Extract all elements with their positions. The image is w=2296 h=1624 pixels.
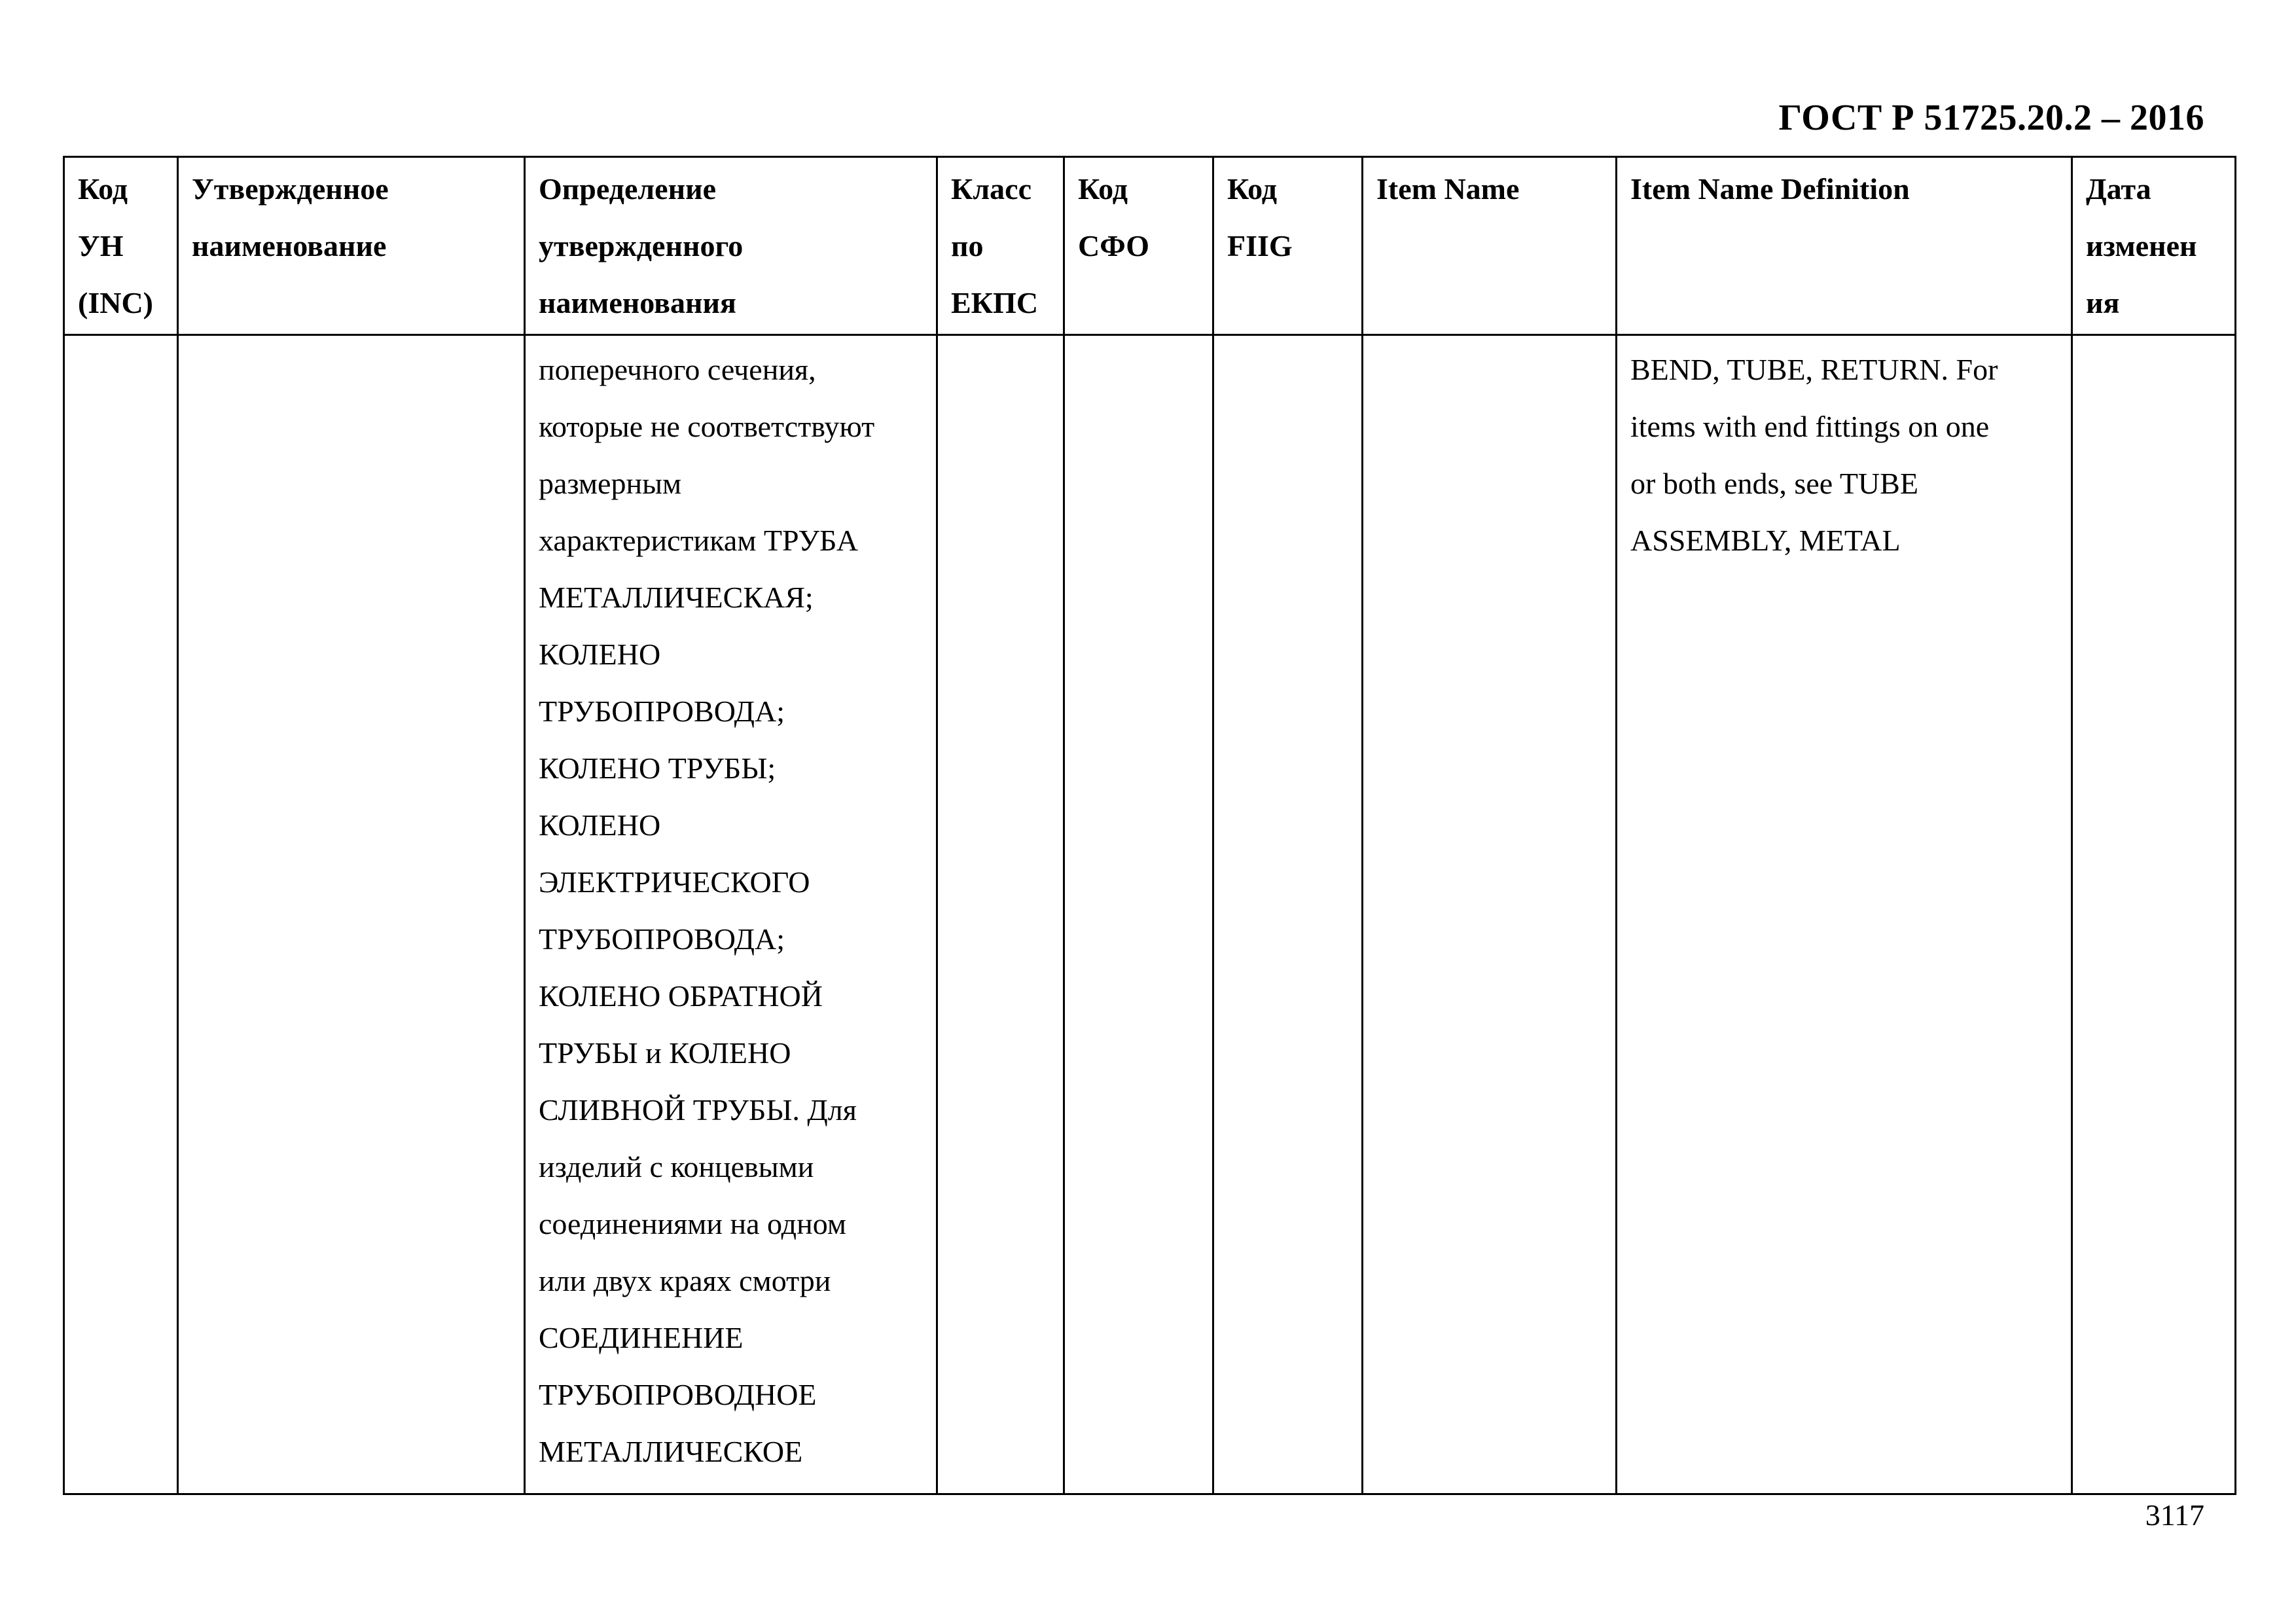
cell-fiig-code: [1213, 335, 1363, 1494]
table-header-row: [64, 157, 2236, 335]
cell-item-name-definition: BEND, TUBE, RETURN. For items with end fittings on one or both ends, see TUBE ASSEMBLY, METAL: [1617, 335, 2072, 1494]
registry-table: [63, 156, 2236, 1495]
table-row: [64, 335, 2236, 1494]
page-number: 3117: [2145, 1498, 2204, 1532]
column-header-approved-name: Утвержденное наименование: [178, 157, 525, 335]
cell-change-date: [2072, 335, 2236, 1494]
cell-definition: поперечного сечения, которые не соответствуют размерным характеристикам ТРУБА МЕТАЛЛИЧЕСКАЯ; КОЛЕНО ТРУБОПРОВОДА; КОЛЕНО ТРУБЫ; КОЛЕНО ЭЛЕКТРИЧЕСКОГО ТРУБОПРОВОДА; КОЛЕНО ОБРАТНОЙ ТРУБЫ и КОЛЕНО СЛИВНОЙ ТРУБЫ. Для изделий с концевыми соединениями на одном или двух краях смотри СОЕДИНЕНИЕ ТРУБОПРОВОДНОЕ МЕТАЛЛИЧЕСКОЕ: [525, 335, 937, 1494]
column-header-item-name: Item Name: [1363, 157, 1617, 335]
column-header-definition: Определение утвержденного наименования: [525, 157, 937, 335]
cell-inc: [64, 335, 178, 1494]
column-header-change-date: Дата изменен ия: [2072, 157, 2236, 335]
cell-sfo-code: [1064, 335, 1213, 1494]
column-header-ekps-class: Класс по ЕКПС: [937, 157, 1064, 335]
cell-item-name: [1363, 335, 1617, 1494]
cell-ekps-class: [937, 335, 1064, 1494]
document-title: ГОСТ Р 51725.20.2 – 2016: [1778, 98, 2204, 138]
column-header-item-name-definition: Item Name Definition: [1617, 157, 2072, 335]
column-header-fiig-code: Код FIIG: [1213, 157, 1363, 335]
column-header-inc: Код УН (INC): [64, 157, 178, 335]
cell-approved-name: [178, 335, 525, 1494]
column-header-sfo-code: Код СФО: [1064, 157, 1213, 335]
